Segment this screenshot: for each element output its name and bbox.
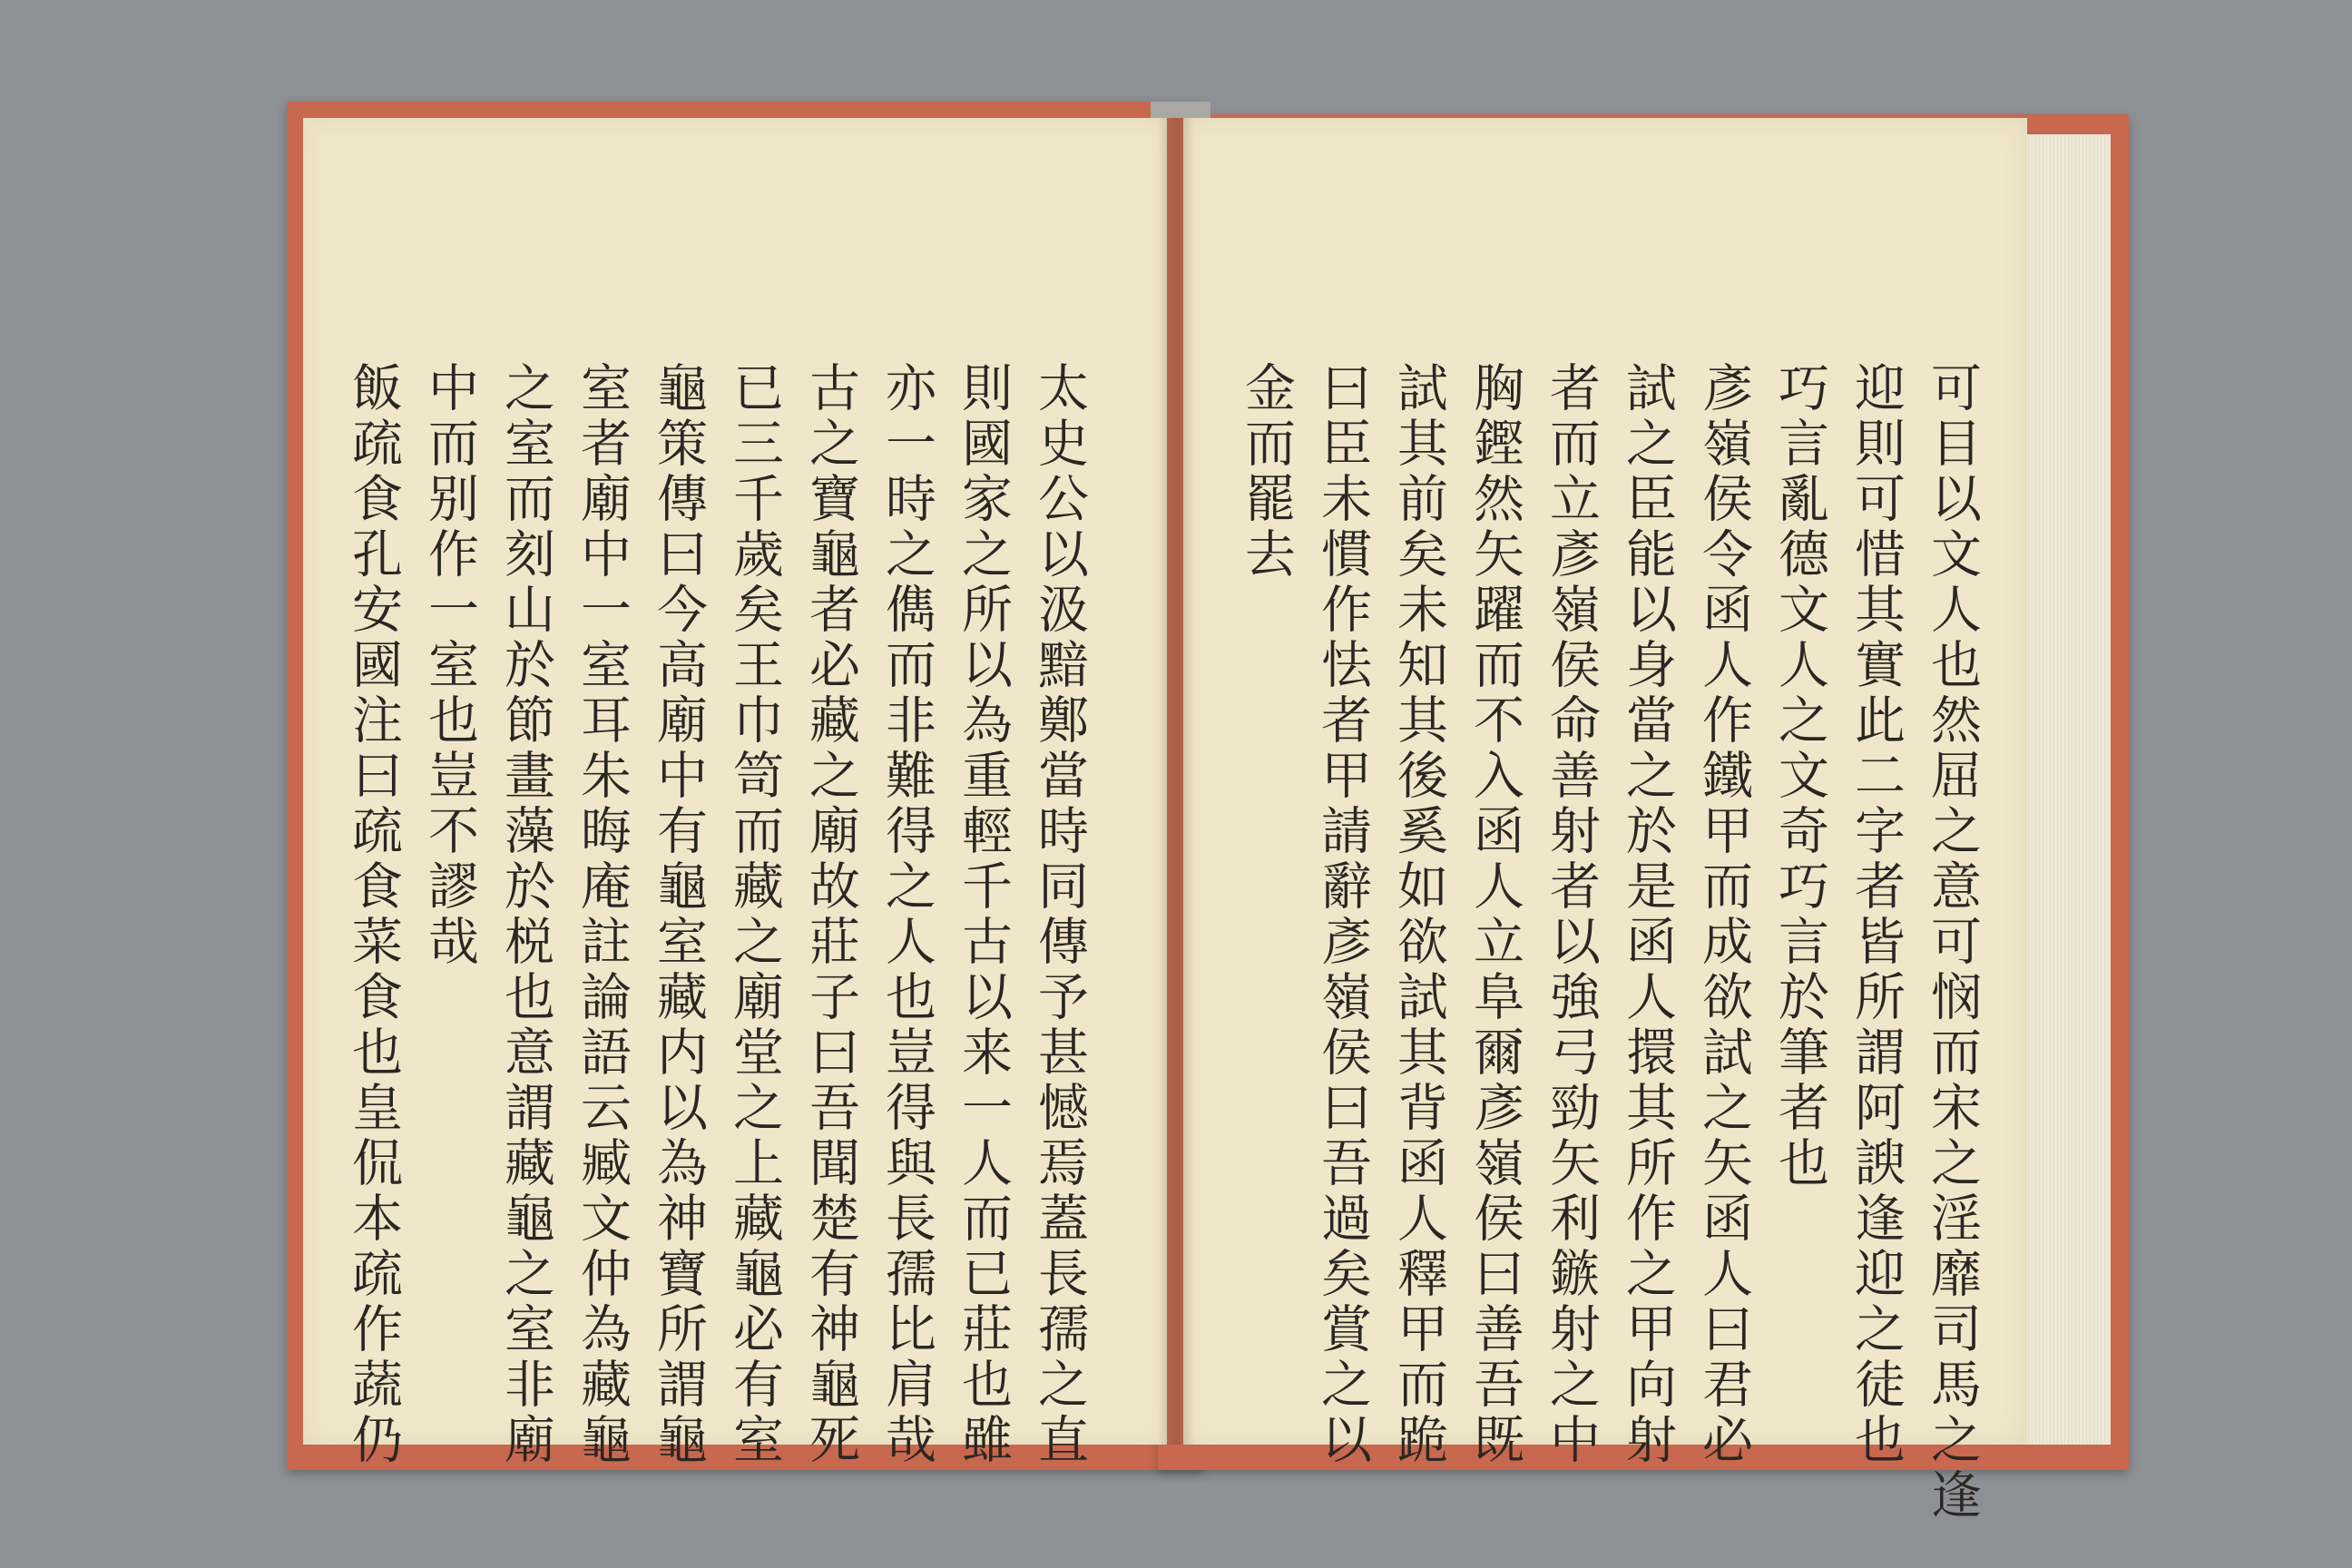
spine bbox=[1151, 102, 1210, 118]
right-page-column: 巧言亂德文人之文奇巧言於筆者也 bbox=[1770, 361, 1829, 1191]
left-page-column: 太史公以汲黯鄭當時同傳予甚憾焉蓋長孺之直 bbox=[1030, 361, 1089, 1468]
left-page-column: 室者廟中一室耳朱晦庵註論語云臧文仲為藏龜 bbox=[573, 361, 632, 1468]
right-page-column: 可目以文人也然屈之意可悯而宋之淫靡司馬之逢 bbox=[1923, 361, 1982, 1524]
right-page-column: 試其前矣未知其後奚如欲試其背函人釋甲而跪 bbox=[1389, 361, 1448, 1468]
left-page-column: 飯疏食孔安國注曰疏食菜食也皇侃本疏作蔬仍 bbox=[344, 361, 403, 1468]
right-page-column: 彥嶺侯令函人作鐵甲而成欲試之矢函人曰君必 bbox=[1694, 361, 1753, 1468]
left-page-column: 亦一時之儁而非難得之人也豈得與長孺比肩哉 bbox=[877, 361, 936, 1468]
left-page-column: 則國家之所以為重輕千古以来一人而已莊也雖 bbox=[954, 361, 1013, 1468]
right-page-column: 者而立彥嶺侯命善射者以強弓勁矢利鏃射之中 bbox=[1542, 361, 1601, 1468]
left-page-column: 已三千歲矣王巾笥而藏之廟堂之上藏龜必有室 bbox=[725, 361, 784, 1468]
left-page-column: 中而别作一室也豈不謬哉 bbox=[420, 361, 479, 970]
right-page-column: 試之臣能以身當之於是函人擐其所作之甲向射 bbox=[1618, 361, 1677, 1468]
left-page-column: 之室而刻山於節畫藻於棁也意謂藏龜之室非廟 bbox=[496, 361, 555, 1468]
right-page-column: 胸鏗然矢躍而不入函人立阜爾彥嶺侯曰善吾既 bbox=[1465, 361, 1524, 1468]
right-page-column: 曰臣未慣作怯者甲請辭彥嶺侯曰吾過矣賞之以 bbox=[1313, 361, 1372, 1468]
right-page-column: 金而罷去 bbox=[1237, 361, 1296, 583]
open-book bbox=[287, 102, 2129, 1524]
right-page-column: 迎則可惜其實此二字者皆所謂阿諛逢迎之徒也 bbox=[1847, 361, 1906, 1468]
left-page-column: 龜策傳曰今高廟中有龜室藏内以為神寶所謂龜 bbox=[649, 361, 708, 1468]
right-page bbox=[1183, 118, 2027, 1524]
left-page-column: 古之寶龜者必藏之廟故莊子曰吾聞楚有神龜死 bbox=[801, 361, 860, 1468]
left-page bbox=[303, 118, 1167, 1468]
book-gutter bbox=[1158, 118, 1194, 1445]
